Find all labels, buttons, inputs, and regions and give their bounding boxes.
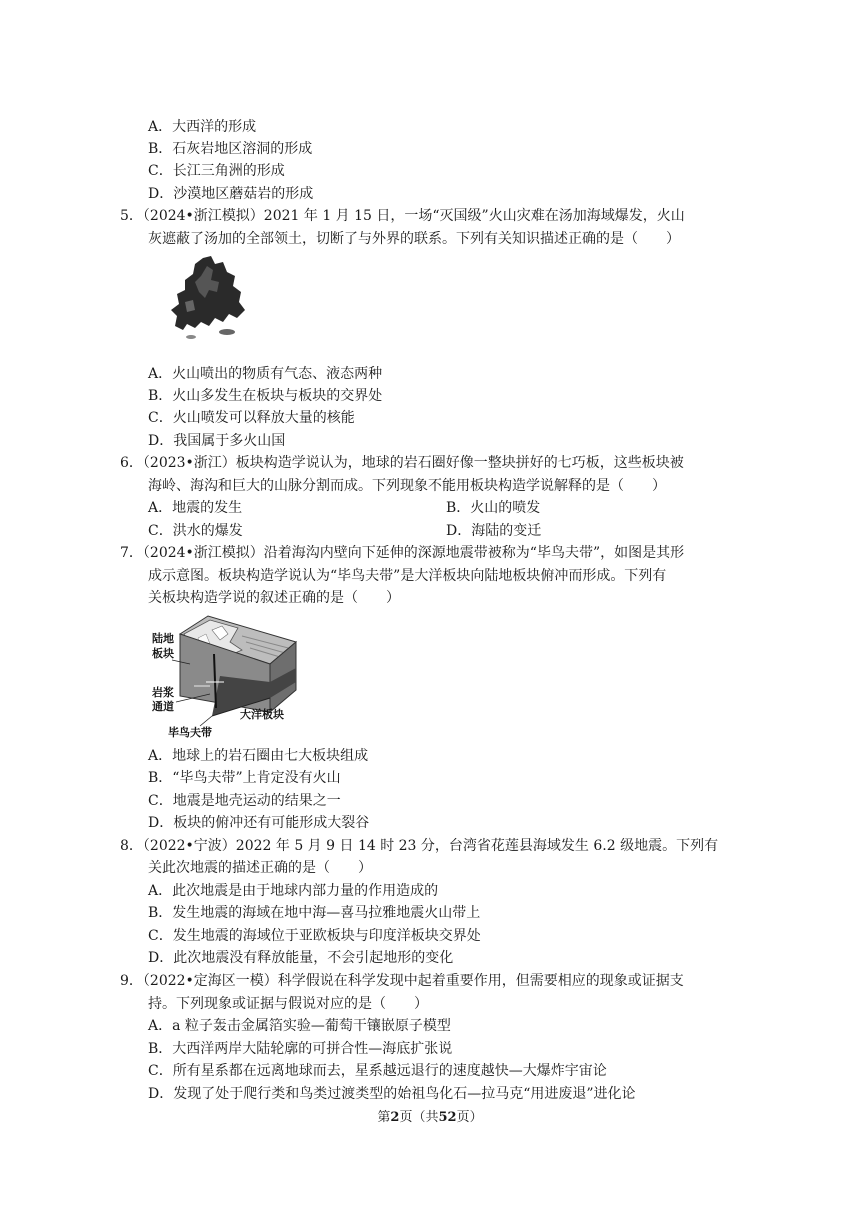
question-9-text: 9．（2022•定海区一模）科学假说在科学发现中起着重要作用，但需要相应的现象或证据支 bbox=[120, 973, 684, 989]
q8-option-a: A．此次地震是由于地球内部力量的作用造成的 bbox=[148, 883, 439, 899]
question-7-text: 7．（2024•浙江模拟）沿着海沟内壁向下延伸的深源地震带被称为“毕鸟夫带”，如图是其形 bbox=[120, 545, 685, 561]
question-6-text-cont: 海岭、海沟和巨大的山脉分割而成。下列现象不能用板块构造学说解释的是（ ） bbox=[148, 478, 666, 494]
q6-option-b: B．火山的喷发 bbox=[446, 500, 541, 516]
question-9-text-cont: 持。下列现象或证据与假说对应的是（ ） bbox=[148, 996, 428, 1012]
label-magma-1: 岩浆 bbox=[152, 686, 174, 699]
question-8-text: 8．（2022•宁波）2022 年 5 月 9 日 14 时 23 分，台湾省花莲县海域发生 6.2 级地震。下列有 bbox=[120, 838, 719, 854]
question-8-text-cont: 关此次地震的描述正确的是（ ） bbox=[148, 860, 372, 876]
footer-middle: 页（共 bbox=[399, 1110, 439, 1125]
footer-page-number: 2 bbox=[390, 1110, 400, 1125]
q5-option-c: C．火山喷发可以释放大量的核能 bbox=[148, 410, 355, 426]
option-c: C．长江三角洲的形成 bbox=[148, 163, 285, 179]
question-7-text-cont2: 关板块构造学说的叙述正确的是（ ） bbox=[148, 590, 400, 606]
footer-total-pages: 52 bbox=[438, 1110, 457, 1125]
q9-option-a: A．a 粒子轰击金属箔实验—葡萄干镶嵌原子模型 bbox=[148, 1018, 451, 1034]
q6-option-a: A．地震的发生 bbox=[148, 500, 243, 516]
q6-option-d: D．海陆的变迁 bbox=[446, 523, 542, 539]
question-5-text-cont: 灰遮蔽了汤加的全部领土，切断了与外界的联系。下列有关知识描述正确的是（ ） bbox=[148, 231, 680, 247]
footer-suffix: 页） bbox=[456, 1110, 483, 1125]
label-ocean-plate: 大洋板块 bbox=[240, 708, 284, 721]
label-land-2: 板块 bbox=[152, 647, 174, 660]
label-land-1: 陆地 bbox=[152, 632, 174, 645]
q9-option-c: C．所有星系都在远离地球而去，星系越远退行的速度越快—大爆炸宇宙论 bbox=[148, 1063, 607, 1079]
page-footer bbox=[0, 1106, 860, 1125]
volcano-ash-image bbox=[165, 252, 255, 344]
label-benioff-zone: 毕鸟夫带 bbox=[168, 726, 212, 739]
q8-option-c: C．发生地震的海域位于亚欧板块与印度洋板块交界处 bbox=[148, 928, 481, 944]
question-5-text: 5．（2024•浙江模拟）2021 年 1 月 15 日，一场“灭国级”火山灾难在汤加海域爆发，火山 bbox=[120, 208, 685, 224]
q6-option-c: C．洪水的爆发 bbox=[148, 523, 243, 539]
option-d: D．沙漠地区蘑菇岩的形成 bbox=[148, 186, 314, 202]
q7-option-a: A．地球上的岩石圈由七大板块组成 bbox=[148, 748, 369, 764]
benioff-zone-diagram bbox=[150, 612, 300, 740]
q5-option-b: B．火山多发生在板块与板块的交界处 bbox=[148, 388, 383, 404]
option-a: A．大西洋的形成 bbox=[148, 119, 257, 135]
label-magma-2: 通道 bbox=[152, 700, 174, 713]
q5-option-a: A．火山喷出的物质有气态、液态两种 bbox=[148, 366, 383, 382]
question-7-text-cont: 成示意图。板块构造学说认为“毕鸟夫带”是大洋板块向陆地板块俯冲而形成。下列有 bbox=[148, 568, 667, 584]
q7-option-c: C．地震是地壳运动的结果之一 bbox=[148, 793, 341, 809]
option-b: B．石灰岩地区溶洞的形成 bbox=[148, 141, 313, 157]
q7-option-d: D．板块的俯冲还有可能形成大裂谷 bbox=[148, 815, 370, 831]
q5-option-d: D．我国属于多火山国 bbox=[148, 433, 286, 449]
q9-option-b: B．大西洋两岸大陆轮廓的可拼合性—海底扩张说 bbox=[148, 1041, 453, 1057]
footer-prefix: 第 bbox=[377, 1110, 391, 1125]
q9-option-d: D．发现了处于爬行类和鸟类过渡类型的始祖鸟化石—拉马克“用进废退”进化论 bbox=[148, 1086, 636, 1102]
q8-option-b: B．发生地震的海域在地中海—喜马拉雅地震火山带上 bbox=[148, 905, 481, 921]
q7-option-b: B．“毕鸟夫带”上肯定没有火山 bbox=[148, 770, 341, 786]
question-6-text: 6．（2023•浙江）板块构造学说认为，地球的岩石圈好像一整块拼好的七巧板，这些板块被 bbox=[120, 455, 684, 471]
q8-option-d: D．此次地震没有释放能量，不会引起地形的变化 bbox=[148, 950, 454, 966]
